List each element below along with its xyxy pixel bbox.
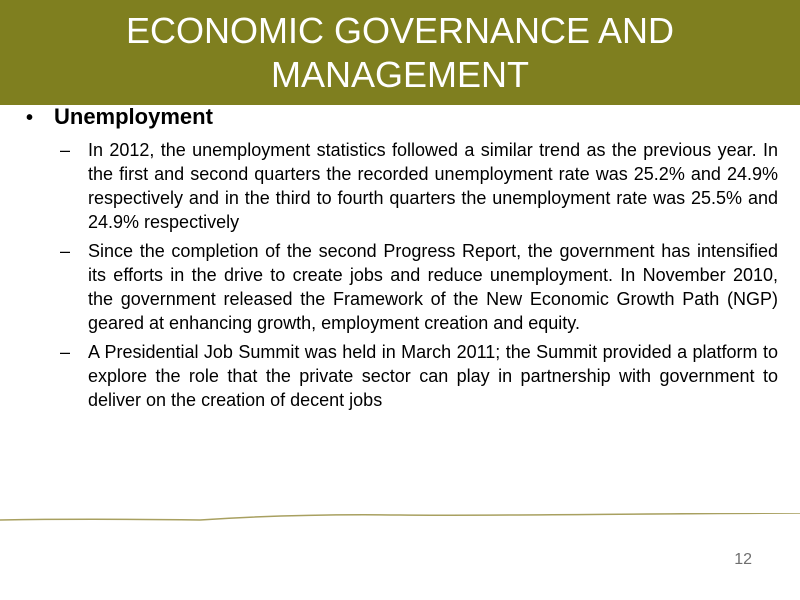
- title-bar: [0, 0, 800, 105]
- bullet-heading-row: [26, 103, 778, 132]
- list-item: [26, 340, 778, 412]
- dash-icon: –: [60, 342, 71, 362]
- list-item: [26, 138, 778, 234]
- sub-bullet-text: In 2012, the unemployment statistics followed a similar trend as the previous year. In the first and second quarters the recorded unemployment rate was 25.2% and 24.9% respectively and in the third to fourth quarters the unemployment rate was 25.5% and 24.9% respectively: [88, 140, 778, 232]
- sub-bullet-list: [26, 138, 778, 412]
- dash-icon: –: [60, 241, 71, 261]
- bullet-icon: •: [26, 107, 34, 129]
- decorative-divider: [0, 513, 800, 525]
- sub-bullet-text: A Presidential Job Summit was held in March 2011; the Summit provided a platform to explore the role that the private sector can play in partnership with government to deliver on the creation of decent jobs: [88, 342, 778, 410]
- slide-title: ECONOMIC GOVERNANCE AND MANAGEMENT: [125, 9, 675, 95]
- page-number: 12: [734, 551, 752, 568]
- slide-content: [26, 103, 778, 417]
- dash-icon: –: [60, 140, 71, 160]
- bullet-heading: Unemployment: [54, 104, 213, 129]
- list-item: [26, 239, 778, 335]
- sub-bullet-text: Since the completion of the second Progress Report, the government has intensified its efforts in the drive to create jobs and reduce unemployment. In November 2010, the government released the Framework of the New Economic Growth Path (NGP) geared at enhancing growth, employment creation and equity.: [88, 241, 778, 333]
